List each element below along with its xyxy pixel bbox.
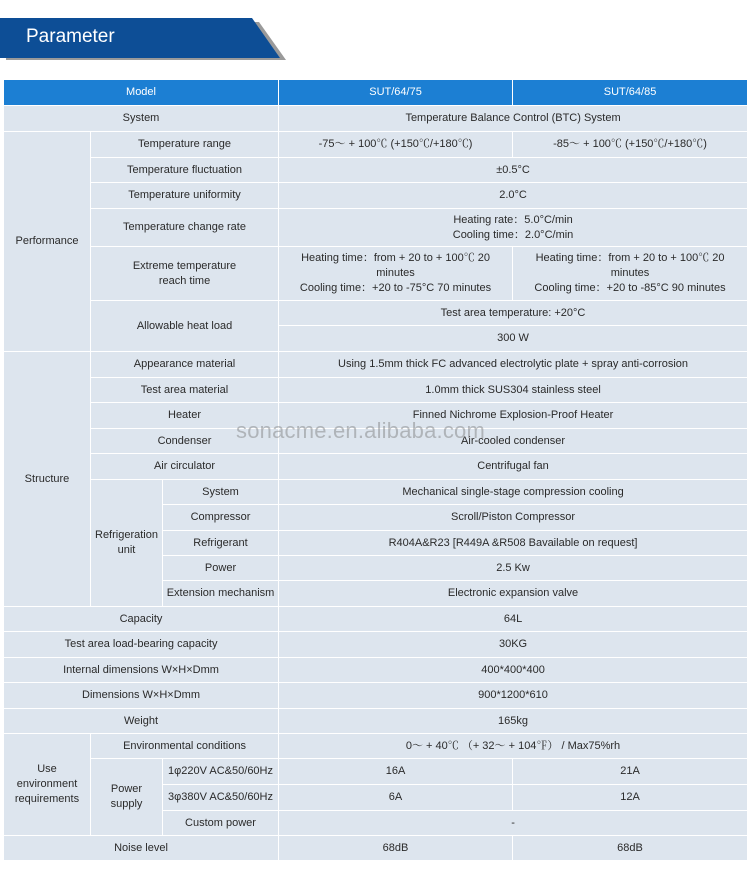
- row-value: Test area temperature: +20°C: [279, 301, 748, 326]
- row-label: Temperature uniformity: [91, 183, 279, 209]
- section-title: Parameter: [26, 26, 115, 47]
- table-header-row: [4, 80, 748, 106]
- table-row: [4, 709, 748, 734]
- text-line: requirements: [14, 793, 80, 805]
- section-banner: [0, 18, 285, 60]
- row-label: Temperature change rate: [91, 209, 279, 247]
- row-value: 30KG: [279, 632, 748, 658]
- table-row: [4, 378, 748, 403]
- row-value: 900*1200*610: [279, 683, 748, 709]
- row-value: [513, 247, 748, 301]
- row-label: Environmental conditions: [91, 734, 279, 759]
- row-value: -85～ + 100℃ (+150℃/+180℃): [513, 132, 748, 158]
- row-label: Temperature range: [91, 132, 279, 158]
- row-value: Scroll/Piston Compressor: [279, 505, 748, 531]
- row-value: 64L: [279, 607, 748, 632]
- row-label: Condenser: [91, 429, 279, 454]
- table-row: [4, 183, 748, 209]
- group-power-supply: [91, 759, 163, 836]
- text-line: Extreme temperature: [132, 259, 237, 272]
- table-row: [4, 158, 748, 183]
- table-row: [4, 759, 748, 785]
- row-value: 2.0°C: [279, 183, 748, 209]
- row-value: 16A: [279, 759, 513, 785]
- row-value: Using 1.5mm thick FC advanced electrolytic plate + spray anti-corrosion: [279, 352, 748, 378]
- row-label: Compressor: [163, 505, 279, 531]
- text-line: Cooling time：+20 to -85°C 90 minutes: [534, 282, 726, 294]
- row-label: Refrigerant: [163, 531, 279, 556]
- table-row: [4, 106, 748, 132]
- table-row: [4, 607, 748, 632]
- header-model-1: SUT/64/75: [279, 80, 513, 106]
- row-value: [279, 247, 513, 301]
- row-label: Power: [163, 556, 279, 581]
- text-line: Cooling time：+20 to -75°C 70 minutes: [299, 282, 492, 294]
- group-refrigeration-unit: [91, 480, 163, 607]
- table-row: [4, 480, 748, 505]
- table-row: [4, 734, 748, 759]
- row-value: Temperature Balance Control (BTC) System: [279, 106, 748, 132]
- row-label: Internal dimensions W×H×Dmm: [4, 658, 279, 683]
- row-value: ±0.5°C: [279, 158, 748, 183]
- row-label: 1φ220V AC&50/60Hz: [163, 759, 279, 785]
- table-row: [4, 352, 748, 378]
- table-row: [4, 454, 748, 480]
- row-label: System: [4, 106, 279, 132]
- group-use-environment: [4, 734, 91, 836]
- row-label: Extension mechanism: [163, 581, 279, 607]
- table-row: [4, 683, 748, 709]
- row-label: Appearance material: [91, 352, 279, 378]
- table-row: [4, 403, 748, 429]
- text-line: Cooling time：2.0°C/min: [452, 228, 574, 241]
- row-value: Mechanical single-stage compression cooling: [279, 480, 748, 505]
- row-value: Finned Nichrome Explosion-Proof Heater: [279, 403, 748, 429]
- row-value: 165kg: [279, 709, 748, 734]
- row-label: Allowable heat load: [91, 301, 279, 352]
- row-value: 400*400*400: [279, 658, 748, 683]
- row-label: Air circulator: [91, 454, 279, 480]
- row-value: 68dB: [513, 836, 748, 861]
- text-line: reach time: [158, 274, 211, 287]
- row-label: Temperature fluctuation: [91, 158, 279, 183]
- row-value: 12A: [513, 785, 748, 811]
- row-value: 2.5 Kw: [279, 556, 748, 581]
- row-value: -: [279, 811, 748, 836]
- text-line: unit: [117, 544, 136, 556]
- header-model: Model: [4, 80, 279, 106]
- table-row: [4, 836, 748, 861]
- header-model-2: SUT/64/85: [513, 80, 748, 106]
- row-label: Heater: [91, 403, 279, 429]
- row-label: 3φ380V AC&50/60Hz: [163, 785, 279, 811]
- row-label: [91, 247, 279, 301]
- row-value: 6A: [279, 785, 513, 811]
- row-label: Noise level: [4, 836, 279, 861]
- row-label: Test area load-bearing capacity: [4, 632, 279, 658]
- table-row: [4, 247, 748, 301]
- row-value: 68dB: [279, 836, 513, 861]
- text-line: environment: [16, 778, 78, 790]
- text-line: Power: [110, 783, 143, 795]
- row-value: 300 W: [279, 326, 748, 352]
- row-value: Air-cooled condenser: [279, 429, 748, 454]
- watermark: sonacme.en.alibaba.com: [236, 418, 485, 443]
- row-value: -75～ + 100℃ (+150℃/+180℃): [279, 132, 513, 158]
- row-value: 21A: [513, 759, 748, 785]
- group-structure: Structure: [4, 352, 91, 607]
- text-line: minutes: [376, 267, 415, 279]
- row-value: R404A&R23 [R449A &R508 Bavailable on request]: [279, 531, 748, 556]
- row-label: Custom power: [163, 811, 279, 836]
- text-line: Refrigeration: [95, 529, 158, 541]
- parameter-table: [3, 79, 748, 861]
- text-line: minutes: [610, 267, 650, 279]
- row-value: Electronic expansion valve: [279, 581, 748, 607]
- group-performance: Performance: [4, 132, 91, 352]
- table-row: [4, 632, 748, 658]
- text-line: Use: [37, 763, 57, 775]
- row-label: Weight: [4, 709, 279, 734]
- text-line: Heating time：from + 20 to + 100℃ 20: [535, 252, 725, 264]
- text-line: supply: [110, 798, 143, 810]
- table-row: [4, 301, 748, 326]
- row-label: System: [163, 480, 279, 505]
- row-label: Dimensions W×H×Dmm: [4, 683, 279, 709]
- table-row: [4, 209, 748, 247]
- text-line: Heating rate：5.0°C/min: [453, 213, 573, 226]
- row-label: Capacity: [4, 607, 279, 632]
- row-value: Centrifugal fan: [279, 454, 748, 480]
- row-value: 0～ + 40℃ （+ 32～ + 104℉） / Max75%rh: [279, 734, 748, 759]
- row-value: 1.0mm thick SUS304 stainless steel: [279, 378, 748, 403]
- table-row: [4, 429, 748, 454]
- text-line: Heating time：from + 20 to + 100℃ 20: [301, 252, 490, 264]
- table-row: [4, 658, 748, 683]
- table-row: [4, 132, 748, 158]
- row-label: Test area material: [91, 378, 279, 403]
- row-value: [279, 209, 748, 247]
